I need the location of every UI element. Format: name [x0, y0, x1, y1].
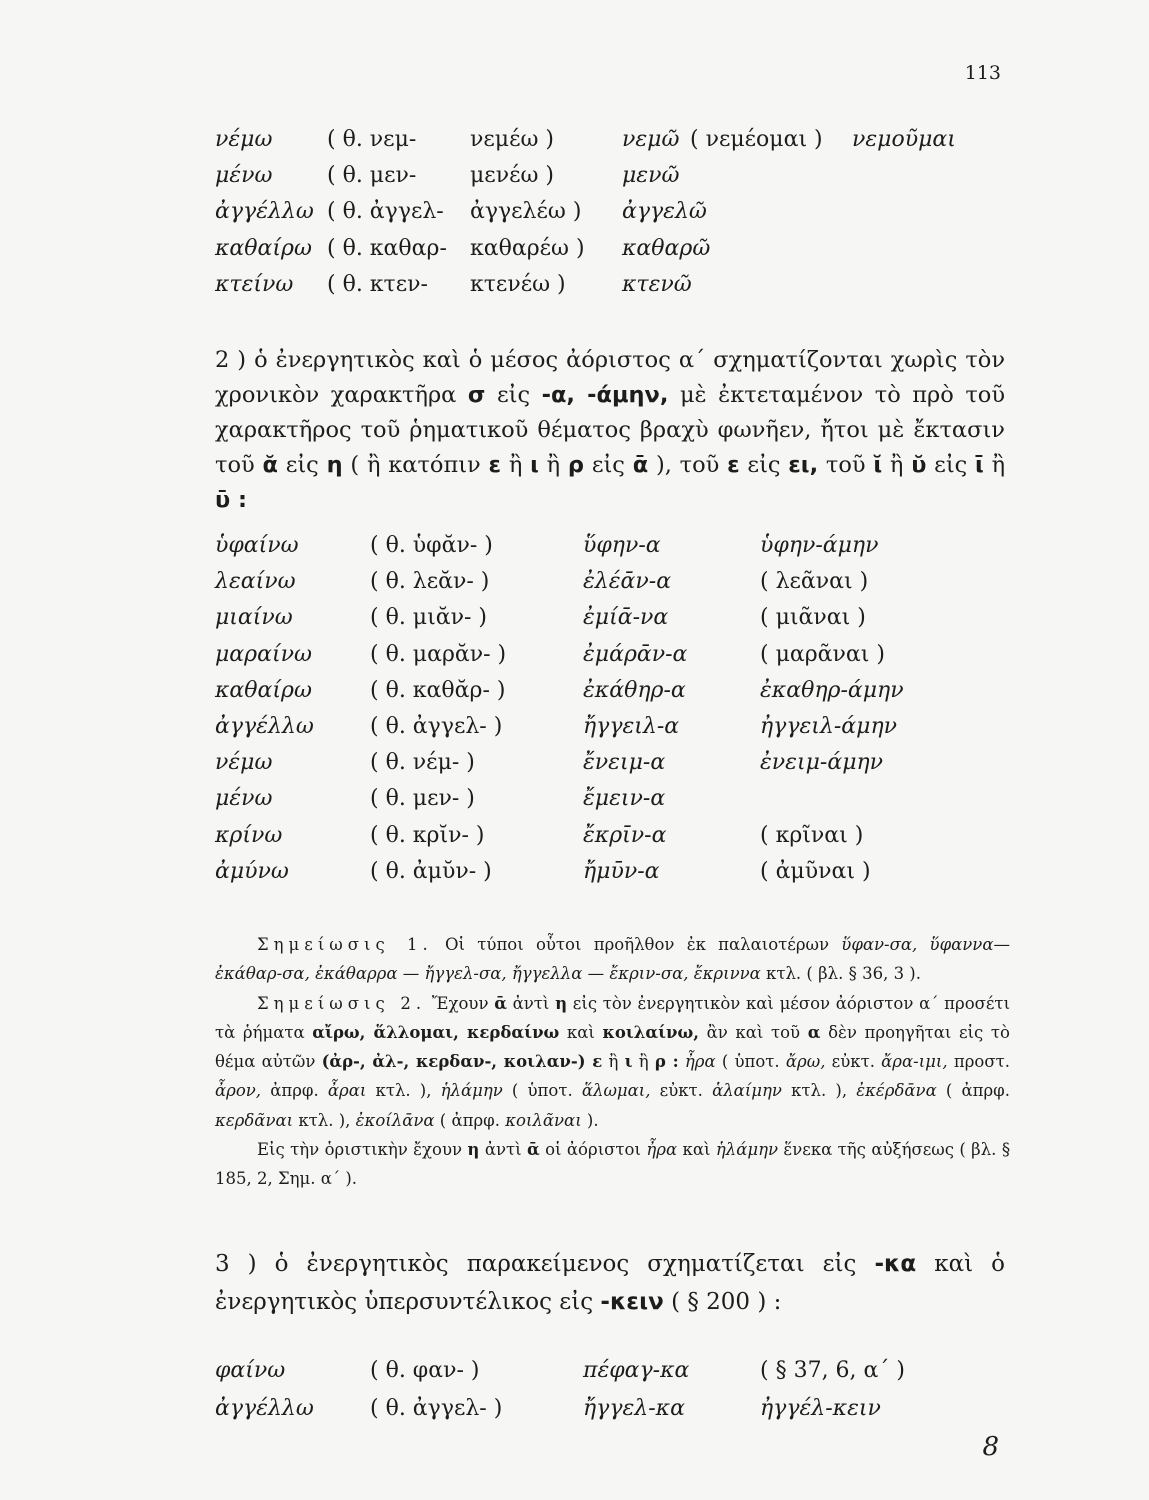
cell: ( θ. κτεν- [327, 271, 428, 297]
table-row: φαίνω ( θ. φαν- ) πέφαγ-κα ( § 37, 6, α΄ ) [215, 1358, 905, 1383]
table-row: λεαίνω ( θ. λεᾰν- ) ἐλέᾱν-α ( λεᾶναι ) [215, 569, 869, 595]
signature-mark: 8 [982, 1432, 999, 1462]
cell: ( θ. καθαρ- [327, 235, 447, 261]
table-row: νέμω ( θ. νέμ- ) ἔνειμ-α ἐνειμ-άμην [215, 750, 884, 776]
table-row: μιαίνω ( θ. μιᾰν- ) ἐμίᾱ-να ( μιᾶναι ) [215, 605, 866, 631]
cell: μένω [215, 163, 273, 189]
cell: καθαίρω [215, 235, 312, 261]
cell: ἀγγελέω ) [470, 199, 582, 225]
cell: καθαρῶ [622, 235, 711, 261]
note-1: Σημείωσις 1. Οἱ τύποι οὗτοι προῆλθον ἐκ παλαιοτέρων ὕφαν-σα, ὕφαννα— ἐκάθαρ-σα, ἐκάθαρρα — ἤγγελ-σα, ἤγγελλα — ἔκριν-σα, ἔκριννα κτλ. ( βλ. § 36, 3 ). [215, 935, 1010, 984]
future-table [215, 122, 975, 303]
note-2: Σημείωσις 2. Ἔχουν ᾱ ἀντὶ η εἰς τὸν ἐνεργητικὸν καὶ μέσον ἀόριστον α΄ προσέτι τὰ ῥήματα αἴρω, ἅλλομαι, κερδαίνω καὶ κοιλαίνω, ἂν καὶ τοῦ α δὲν προηγῆται εἰς τὸ θέμα αὐτῶν (ἀρ-, ἀλ-, κερδαν-, κοιλαν-) ε ἢ ι ἢ ρ : ἦρα ( ὑποτ. ἄρω, εὐκτ. ἄρα-ιμι, προστ. ἆρον, ἀπρφ. ἆραι κτλ. ), ἡλάμην ( ὑποτ. ἅλωμαι, εὐκτ. ἁλαίμην κτλ. ), ἐκέρδᾱνα ( ἀπρφ. κερδᾶναι κτλ. ), ἐκοίλᾱνα ( ἀπρφ. κοιλᾶναι ). [215, 993, 1011, 1130]
table-row: ἀγγέλλω ( θ. ἀγγελ- ) ἤγγελ-κα ἠγγέλ-κειν [215, 1396, 881, 1421]
table-row: ἀγγέλλω ( θ. ἀγγελ- ) ἤγγειλ-α ἠγγειλ-άμην [215, 713, 897, 739]
notes-block [215, 930, 1010, 1194]
table-row: ἀμύνω ( θ. ἀμῠν- ) ἤμῡν-α ( ἀμῦναι ) [215, 858, 871, 884]
cell: ἀγγέλλω [215, 199, 314, 225]
table-row: καθαίρω ( θ. καθᾰρ- ) ἐκάθηρ-α ἐκαθηρ-άμην [215, 677, 904, 703]
cell: νεμέω ) [470, 127, 554, 152]
table-row: μένω ( θ. μεν- ) ἔμειν-α [215, 786, 666, 812]
cell: νεμοῦμαι [852, 127, 956, 152]
table-row: μαραίνω ( θ. μαρᾰν- ) ἐμάρᾱν-α ( μαρᾶναι ) [215, 641, 885, 667]
rule-paragraph-3: 3 ) ὁ ἐνεργητικὸς παρακείμενος σχηματίζεται εἰς -κα καὶ ὁ ἐνεργητικὸς ὑπερσυντέλικος εἰς -κειν ( § 200 ) : [215, 1251, 1005, 1315]
table-row [215, 267, 975, 303]
table-row [215, 122, 975, 158]
cell: ( θ. ἀγγελ- [327, 199, 444, 225]
cell: μενέω ) [470, 163, 554, 189]
aorist-table [215, 528, 975, 890]
cell: ( νεμέομαι ) [690, 127, 823, 152]
cell: ( θ. μεν- [327, 163, 417, 189]
perfect-table [215, 1353, 975, 1429]
page-number: 113 [964, 62, 1001, 84]
cell: κτείνω [215, 271, 294, 297]
cell: κτενῶ [622, 271, 692, 297]
cell: μενῶ [622, 163, 680, 189]
cell: νεμῶ [622, 127, 680, 152]
cell: καθαρέω ) [470, 235, 585, 261]
cell: ( θ. νεμ- [327, 127, 417, 152]
cell: νέμω [215, 127, 273, 152]
table-row [215, 231, 975, 267]
table-row [215, 194, 975, 230]
cell: ἀγγελῶ [622, 199, 707, 225]
note-3: Εἰς τὴν ὁριστικὴν ἔχουν η ἀντὶ ᾱ οἱ ἀόριστοι ἦρα καὶ ἡλάμην ἕνεκα τῆς αὐξήσεως ( βλ. § 185, 2, Σημ. α΄ ). [215, 1140, 1011, 1189]
table-row: κρίνω ( θ. κρῐν- ) ἔκρῑν-α ( κρῖναι ) [215, 822, 864, 848]
cell: κτενέω ) [470, 271, 566, 297]
rule-paragraph-2: 2 ) ὁ ἐνεργητικὸς καὶ ὁ μέσος ἀόριστος α΄ σχηματίζονται χωρὶς τὸν χρονικὸν χαρακτῆρα σ εἰς -α, -άμην, μὲ ἐκτεταμένον τὸ πρὸ τοῦ χαρακτῆρος τοῦ ῥηματικοῦ θέματος βραχὺ φωνῆεν, ἤτοι μὲ ἔκτασιν τοῦ ᾰ εἰς η ( ἢ κατόπιν ε ἢ ι ἢ ρ εἰς ᾱ ), τοῦ ε εἰς ει, τοῦ ῐ ἢ ῠ εἰς ῑ ἢ ῡ : [215, 347, 1006, 513]
table-row: ὑφαίνω ( θ. ὑφᾰν- ) ὕφην-α ὑφην-άμην [215, 533, 879, 558]
table-row [215, 158, 975, 194]
